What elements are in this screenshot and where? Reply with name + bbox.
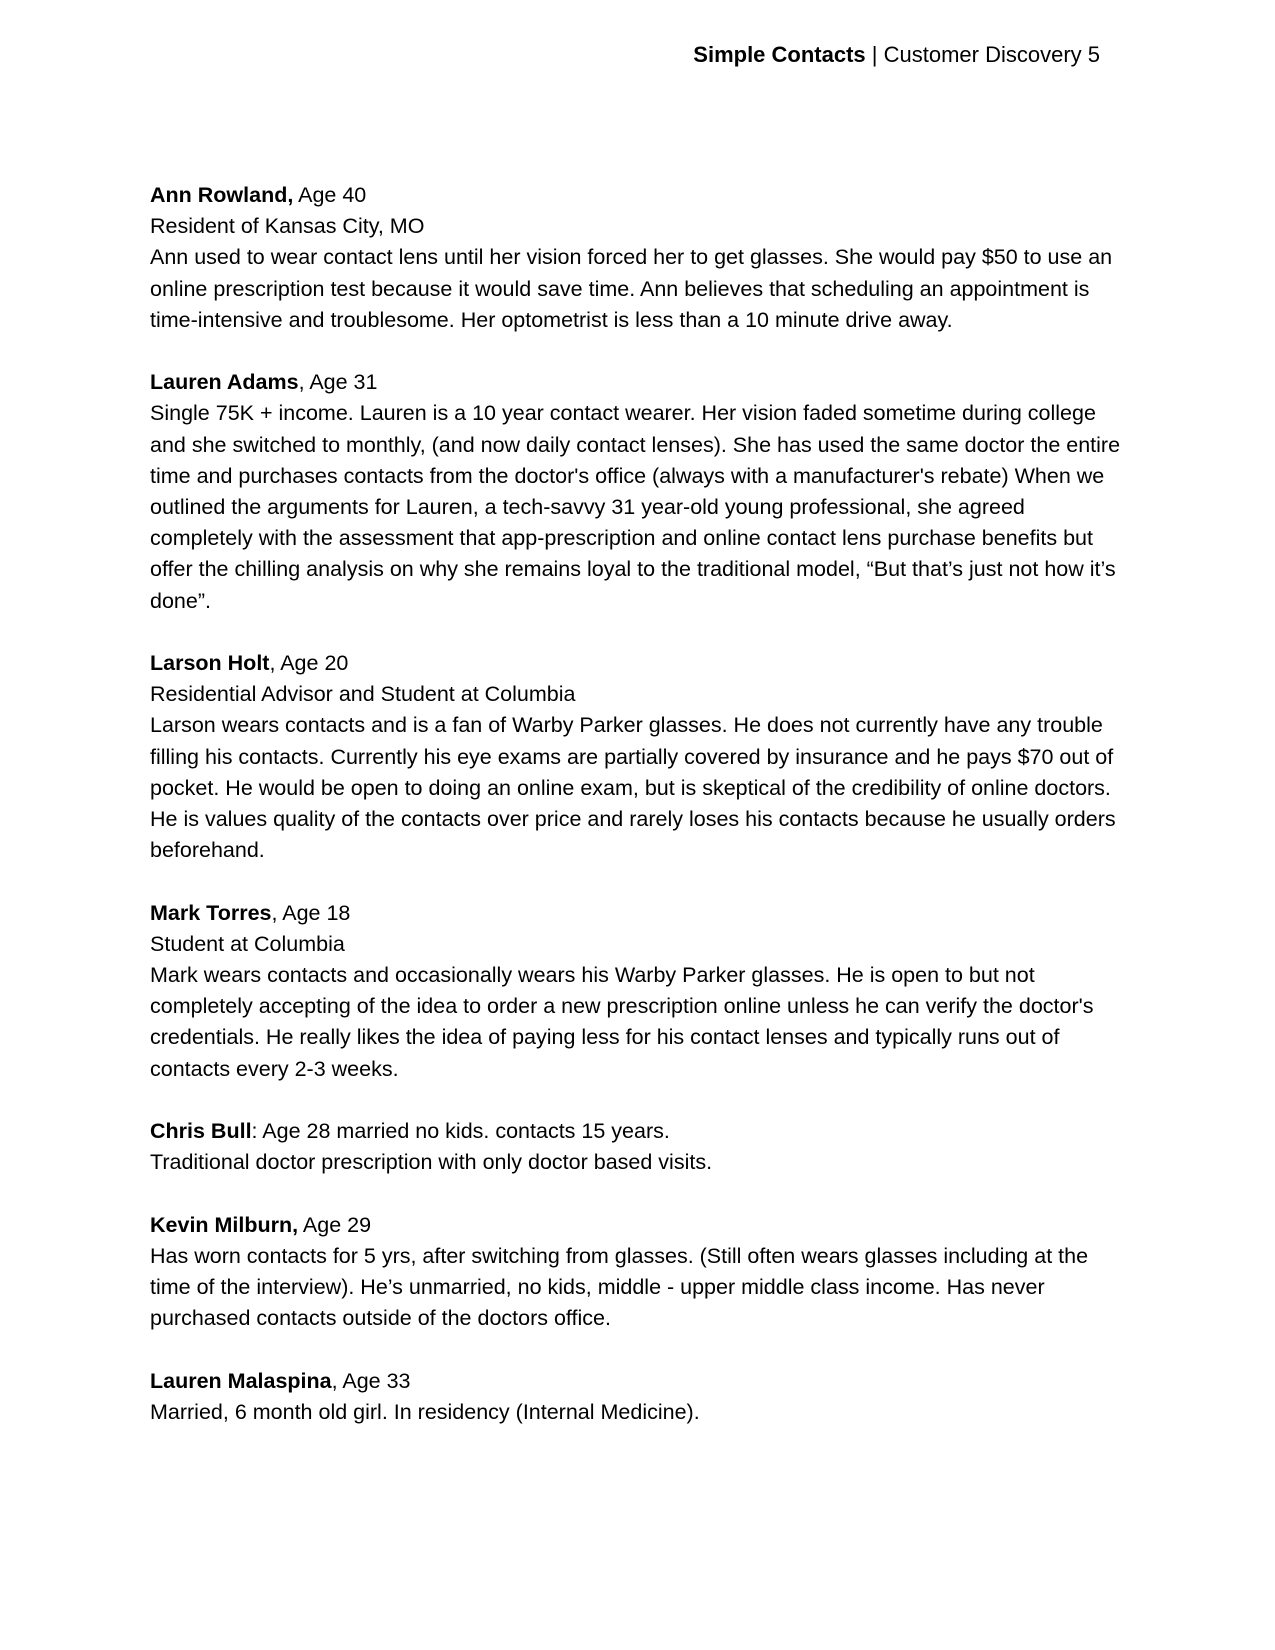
profile-summary: Larson wears contacts and is a fan of Warby Parker glasses. He does not currently have any trouble filling his contacts. Currently his eye exams are partially covered by insurance and he pays $70 out of pocket. He would be open to doing an online exam, but is skeptical of the credibility of online doctors. He is values quality of the contacts over price and rarely loses his contacts because he usually orders beforehand. xyxy=(150,713,1116,863)
profile-name: Ann Rowland, xyxy=(150,183,294,207)
profile-kevin-milburn xyxy=(150,1210,1125,1335)
profile-heading xyxy=(150,1116,1125,1147)
profile-occupation: Residential Advisor and Student at Columbia xyxy=(150,682,576,707)
profile-name: Mark Torres xyxy=(150,900,272,925)
profile-heading xyxy=(150,1366,1125,1397)
header-section: Customer Discovery 5 xyxy=(883,42,1100,67)
profile-detail: , Age 18 xyxy=(271,900,351,925)
document-body xyxy=(150,180,1125,1459)
header-separator: | xyxy=(865,42,884,67)
profile-summary: Ann used to wear contact lens until her vision forced her to get glasses. She would pay $50 to use an online prescription test because it would save time. Ann believes that scheduling an appointment is time-intensive and troublesome. Her optometrist is less than a 10 minute drive away. xyxy=(150,245,1113,332)
profile-summary: Has worn contacts for 5 yrs, after switching from glasses. (Still often wears glasses including at the time of the interview). He’s unmarried, no kids, middle - upper middle class income. Has never purchased contacts outside of the doctors office. xyxy=(150,1243,1089,1331)
profile-detail: , Age 33 xyxy=(331,1368,411,1393)
profile-heading xyxy=(150,648,1125,679)
profile-occupation: Student at Columbia xyxy=(150,931,345,956)
profile-heading xyxy=(150,898,1125,929)
profile-detail: : Age 28 married no kids. contacts 15 years. xyxy=(251,1119,670,1144)
profile-lauren-adams xyxy=(150,367,1125,617)
page-header xyxy=(693,40,1100,70)
profile-detail: , Age 20 xyxy=(269,651,349,676)
profile-ann-rowland xyxy=(150,180,1125,336)
profile-lauren-malaspina xyxy=(150,1366,1125,1428)
profile-detail: , Age 31 xyxy=(298,370,378,395)
profile-summary: Married, 6 month old girl. In residency (Internal Medicine). xyxy=(150,1399,700,1424)
profile-chris-bull xyxy=(150,1116,1125,1178)
profile-heading xyxy=(150,1210,1125,1241)
profile-name: Lauren Adams xyxy=(150,370,299,395)
profile-summary: Single 75K + income. Lauren is a 10 year contact wearer. Her vision faded sometime during college and she switched to monthly, (and now daily contact lenses). She has used the same doctor the entire time and purchases contacts from the doctor's office (always with a manufacturer's rebate) When we outlined the arguments for Lauren, a tech-savvy 31 year-old young professional, she agreed completely with the assessment that app-prescription and online contact lens purchase benefits but offer the chilling analysis on why she remains loyal to the traditional model, “But that’s just not how it’s done”. xyxy=(150,401,1121,613)
profile-summary: Mark wears contacts and occasionally wears his Warby Parker glasses. He is open to but not completely accepting of the idea to order a new prescription online unless he can verify the doctor's credentials. He really likes the idea of paying less for his contact lenses and typically runs out of contacts every 2-3 weeks. xyxy=(150,963,1094,1081)
profile-location: Resident of Kansas City, MO xyxy=(150,214,425,239)
profile-heading xyxy=(150,367,1125,398)
profile-detail: Age 29 xyxy=(298,1212,372,1237)
profile-name: Larson Holt xyxy=(150,651,270,676)
profile-name: Chris Bull xyxy=(150,1119,252,1144)
profile-larson-holt xyxy=(150,648,1125,866)
profile-name: Kevin Milburn, xyxy=(150,1212,299,1237)
profile-heading xyxy=(150,180,1125,211)
profile-summary: Traditional doctor prescription with only doctor based visits. xyxy=(150,1150,713,1175)
profile-detail: Age 40 xyxy=(293,183,367,207)
profile-name: Lauren Malaspina xyxy=(150,1368,332,1393)
brand-name: Simple Contacts xyxy=(693,42,866,67)
profile-mark-torres xyxy=(150,898,1125,1085)
